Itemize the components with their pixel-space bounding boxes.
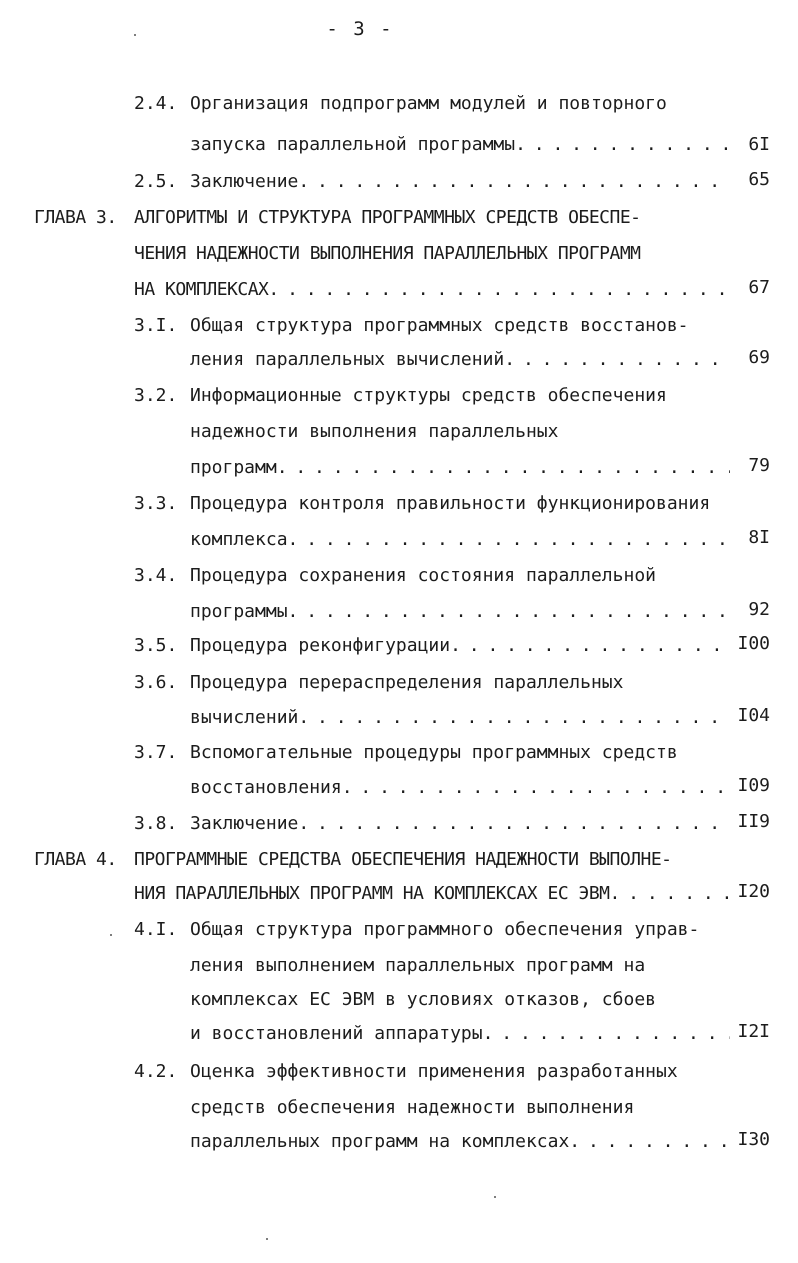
scan-speck <box>266 1238 268 1240</box>
toc-entry-number: 3.6. <box>134 672 178 693</box>
toc-entry-number: 4.2. <box>134 1061 178 1082</box>
toc-entry-text: и восстановлений аппаратуры . . . <box>190 1022 730 1046</box>
toc-entry-text: Общая структура программных средств восстанов- <box>190 315 689 336</box>
toc-entry-text: Процедура контроля правильности функционирования <box>190 493 711 514</box>
toc-entry-number: 3.2. <box>134 385 178 406</box>
scan-speck <box>494 1196 496 1198</box>
toc-entry-number: 2.4. <box>134 93 178 114</box>
toc-page-ref: 92 <box>748 599 770 620</box>
scan-speck <box>110 934 112 936</box>
toc-entry-number: 3.3. <box>134 493 178 514</box>
toc-page-ref: II9 <box>737 811 770 832</box>
toc-entry-text: комплекса . . . <box>190 528 730 552</box>
toc-page-ref: 79 <box>748 455 770 476</box>
toc-entry-text: вычислений . . . <box>190 706 730 730</box>
toc-entry-text: комплексах ЕС ЭВМ в условиях отказов, сбоев <box>190 989 656 1010</box>
toc-entry-text: Организация подпрограмм модулей и повторного <box>190 93 667 114</box>
chapter-title: ПРОГРАММНЫЕ СРЕДСТВА ОБЕСПЕЧЕНИЯ НАДЕЖНОСТИ ВЫПОЛНЕ- <box>134 849 672 870</box>
toc-entry-text: ления выполнением параллельных программ на <box>190 955 646 976</box>
toc-entry-text: средств обеспечения надежности выполнения <box>190 1097 635 1118</box>
toc-page-ref: I00 <box>737 633 770 654</box>
toc-page-ref: 65 <box>748 169 770 190</box>
toc-entry-text: Оценка эффективности применения разработанных <box>190 1061 678 1082</box>
toc-entry-text: Процедура сохранения состояния параллельной <box>190 565 656 586</box>
toc-entry-text: надежности выполнения параллельных <box>190 421 559 442</box>
chapter-title: НИЯ ПАРАЛЛЕЛЬНЫХ ПРОГРАММ НА КОМПЛЕКСАХ ЕС ЭВМ . . . <box>134 882 730 906</box>
toc-entry-number: 2.5. <box>134 171 178 192</box>
chapter-number: ГЛАВА 3. <box>34 207 117 228</box>
toc-entry-text: Общая структура программного обеспечения управ- <box>190 919 700 940</box>
toc-page-ref: I2I <box>737 1021 770 1042</box>
toc-entry-text: восстановления . . . <box>190 776 730 800</box>
toc-entry-number: 3.8. <box>134 813 178 834</box>
toc-entry-text: Вспомогательные процедуры программных средств <box>190 742 678 763</box>
toc-page-ref: I20 <box>737 881 770 902</box>
toc-entry-text: Процедура реконфигурации . . . <box>190 634 730 658</box>
toc-page-ref: 69 <box>748 347 770 368</box>
scan-speck <box>134 34 136 36</box>
toc-entry-text: Информационные структуры средств обеспечения <box>190 385 667 406</box>
page-number: - 3 - <box>326 18 394 40</box>
toc-entry-number: 4.I. <box>134 919 178 940</box>
toc-entry-number: 3.I. <box>134 315 178 336</box>
chapter-title: ЧЕНИЯ НАДЕЖНОСТИ ВЫПОЛНЕНИЯ ПАРАЛЛЕЛЬНЫХ ПРОГРАММ <box>134 243 641 264</box>
toc-entry-text: Заключение . . . <box>190 170 730 194</box>
toc-page-ref: 8I <box>748 527 770 548</box>
toc-entry-text: параллельных программ на комплексах . . . <box>190 1130 730 1154</box>
chapter-title: АЛГОРИТМЫ И СТРУКТУРА ПРОГРАММНЫХ СРЕДСТВ ОБЕСПЕ- <box>134 207 641 228</box>
toc-page-ref: 67 <box>748 277 770 298</box>
toc-entry-text: программы . . . <box>190 600 730 624</box>
toc-entry-text: Заключение . . . <box>190 812 730 836</box>
toc-page-ref: I30 <box>737 1129 770 1150</box>
toc-entry-number: 3.5. <box>134 635 178 656</box>
toc-entry-number: 3.4. <box>134 565 178 586</box>
toc-page-ref: 6I <box>748 134 770 155</box>
toc-entry-number: 3.7. <box>134 742 178 763</box>
chapter-title: НА КОМПЛЕКСАХ . . . <box>134 278 730 302</box>
toc-page-ref: I09 <box>737 775 770 796</box>
toc-entry-text: программ . . . <box>190 456 730 480</box>
toc-entry-text: ления параллельных вычислений . . . <box>190 348 730 372</box>
toc-page-ref: I04 <box>737 705 770 726</box>
toc-entry-text: Процедура перераспределения параллельных <box>190 672 624 693</box>
toc-entry-text: запуска параллельной программы . . . <box>190 133 730 157</box>
chapter-number: ГЛАВА 4. <box>34 849 117 870</box>
